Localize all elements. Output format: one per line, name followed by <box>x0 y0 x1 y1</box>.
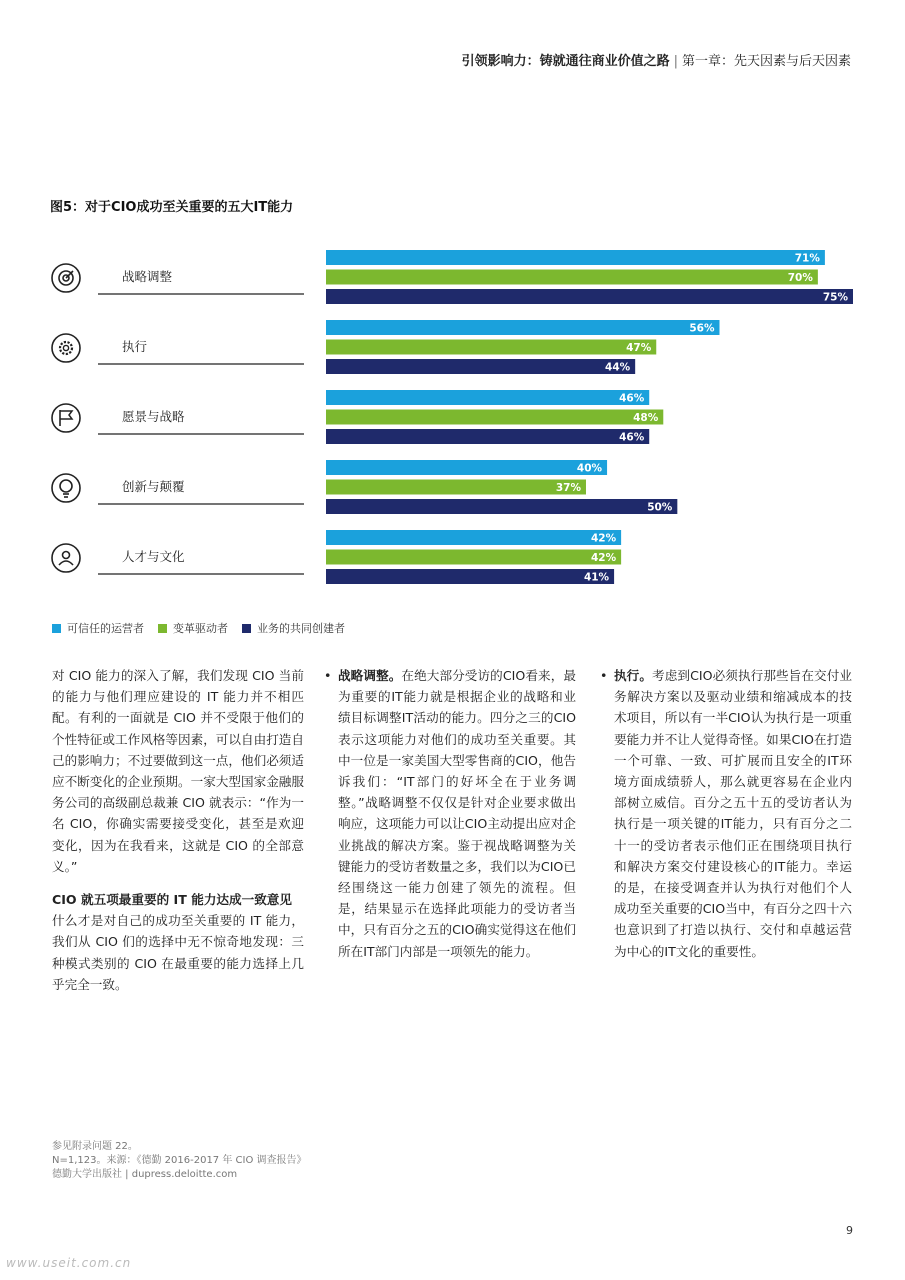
bar <box>326 390 649 405</box>
bar-value-label: 48% <box>633 412 659 424</box>
bar-value-label: 46% <box>619 392 645 405</box>
bar <box>326 569 614 584</box>
category-icon-frame <box>52 404 80 432</box>
footnote <box>52 1140 307 1182</box>
bar <box>326 550 621 565</box>
legend-item-business-cocreator <box>242 620 345 636</box>
figure-title: 图5：对于CIO成功至关重要的五大IT能力 <box>50 200 294 215</box>
watermark: www.useit.com.cn <box>6 1256 132 1270</box>
category-label: 创新与颠覆 <box>122 479 185 494</box>
legend-label: 可信任的运营者 <box>67 622 144 635</box>
bar-value-label: 47% <box>626 342 652 354</box>
bullet-strategic-alignment <box>324 665 576 962</box>
bar-value-label: 71% <box>794 252 820 265</box>
bar-value-label: 70% <box>787 272 813 284</box>
bullet-text: 考虑到CIO必须执行那些旨在交付业务解决方案以及驱动业绩和缩减成本的技术项目，所以有一半CIO认为执行是一项重要能力并不让人觉得奇怪。如果CIO在打造一个可靠、一致、可扩展而且安全的IT环境方面成绩骄人，那么就更容易在企业内部树立威信。百分之五十五的受访者认为执行是一项关键的IT能力，只有百分之二十一的受访者表示他们正在围绕项目执行和解决方案交付建设核心的IT能力。幸运的是，在接受调查并认为执行对他们个人成功至关重要的CIO当中，有百分之四十六也意识到了打造以执行、交付和卓越运营为中心的IT文化的重要性。 <box>614 668 853 959</box>
bar <box>326 429 649 444</box>
legend-swatch-green <box>158 624 167 633</box>
category-icon-frame <box>52 334 80 362</box>
bullet-text: 在绝大部分受访的CIO看来，最为重要的IT能力就是根据企业的战略和业绩目标调整IT活动的能力。四分之三的CIO表示这项能力对他们的成功至关重要。其中一位是一家美国大型零售商的CIO，他告诉我们：“IT部门的好坏全在于业务调整。”战略调整不仅仅是针对企业要求做出响应，这项能力可以让CIO主动提出应对企业挑战的解决方案。鉴于视战略调整为关键能力的受访者数量之多，我们以为CIO已经围绕这一能力创建了领先的流程。但是，结果显示在选择此项能力的受访者当中，只有百分之五的CIO确实觉得这在他们所在IT部门内部是一项领先的能力。 <box>338 668 576 959</box>
bullet-mark: • <box>324 668 332 683</box>
text-column-3 <box>600 665 852 962</box>
bar-value-label: 46% <box>619 431 645 444</box>
category-label: 人才与文化 <box>122 549 185 564</box>
bar-value-label: 42% <box>590 552 617 564</box>
bar <box>326 410 663 425</box>
category-label: 执行 <box>122 339 148 354</box>
chart-legend <box>52 620 345 636</box>
bar-value-label: 50% <box>647 501 673 514</box>
legend-label: 业务的共同创建者 <box>257 622 345 635</box>
bar-value-label: 75% <box>822 291 848 304</box>
bar-value-label: 37% <box>555 482 581 494</box>
bar-value-label: 41% <box>583 571 610 584</box>
legend-swatch-cyan <box>52 624 61 633</box>
header-separator: | <box>673 54 678 69</box>
chapter-title: 第一章：先天因素与后天因素 <box>681 54 851 69</box>
footnote-line: 参见附录问题 22。 <box>52 1141 138 1152</box>
capability-bar-chart <box>0 0 905 610</box>
category-label: 愿景与战略 <box>122 409 185 424</box>
bar <box>326 499 677 514</box>
bar <box>326 250 825 265</box>
bar <box>326 270 818 285</box>
category-label: 战略调整 <box>122 269 173 284</box>
bar <box>326 289 853 304</box>
bullet-lead: 执行。 <box>614 668 653 683</box>
page-number: 9 <box>846 1224 853 1237</box>
footnote-line: 德勤大学出版社 | dupress.deloitte.com <box>52 1169 238 1180</box>
bullet-body <box>338 665 576 962</box>
bar <box>326 530 621 545</box>
legend-item-trusted-operator <box>52 620 144 636</box>
bar-value-label: 44% <box>605 361 631 374</box>
bar <box>326 320 719 335</box>
legend-swatch-navy <box>242 624 251 633</box>
text-column-2 <box>324 665 576 962</box>
bullet-mark: • <box>600 668 608 683</box>
section-paragraph: 什么才是对自己的成功至关重要的 IT 能力，我们从 CIO 们的选择中无不惊奇地发现：三种模式类别的 CIO 在最重要的能力选择上几乎完全一致。 <box>52 913 304 992</box>
bar <box>326 460 607 475</box>
legend-item-change-instigator <box>158 620 228 636</box>
report-title: 引领影响力：铸就通往商业价值之路 <box>461 54 670 69</box>
bar-value-label: 40% <box>576 462 603 475</box>
bar <box>326 359 635 374</box>
bullet-body <box>614 665 852 962</box>
footnote-line: N=1,123。来源：《德勤 2016-2017 年 CIO 调查报告》 <box>52 1155 307 1166</box>
text-column-1 <box>52 665 304 995</box>
section-subheading: CIO 就五项最重要的 IT 能力达成一致意见 <box>52 892 292 908</box>
bar <box>326 340 656 355</box>
intro-paragraph: 对 CIO 能力的深入了解，我们发现 CIO 当前的能力与他们理应建设的 IT 能力并不相匹配。有利的一面就是 CIO 并不受限于他们的个性特征或工作风格等因素，可以自由打造自己的影响力；不过要做到这一点，他们必须适应不断变化的企业预期。一家大型国家金融服务公司的高级副总裁兼 CIO 就表示：“作为一名 CIO，你确实需要接受变化，甚至是欢迎变化，因为在我看来，这就是 CIO 的全部意义。” <box>52 668 304 874</box>
legend-label: 变革驱动者 <box>173 622 228 635</box>
bar-value-label: 56% <box>689 322 715 335</box>
bar-value-label: 42% <box>590 532 617 545</box>
bullet-lead: 战略调整。 <box>338 668 402 683</box>
bullet-execution <box>600 665 852 962</box>
bar <box>326 480 586 495</box>
